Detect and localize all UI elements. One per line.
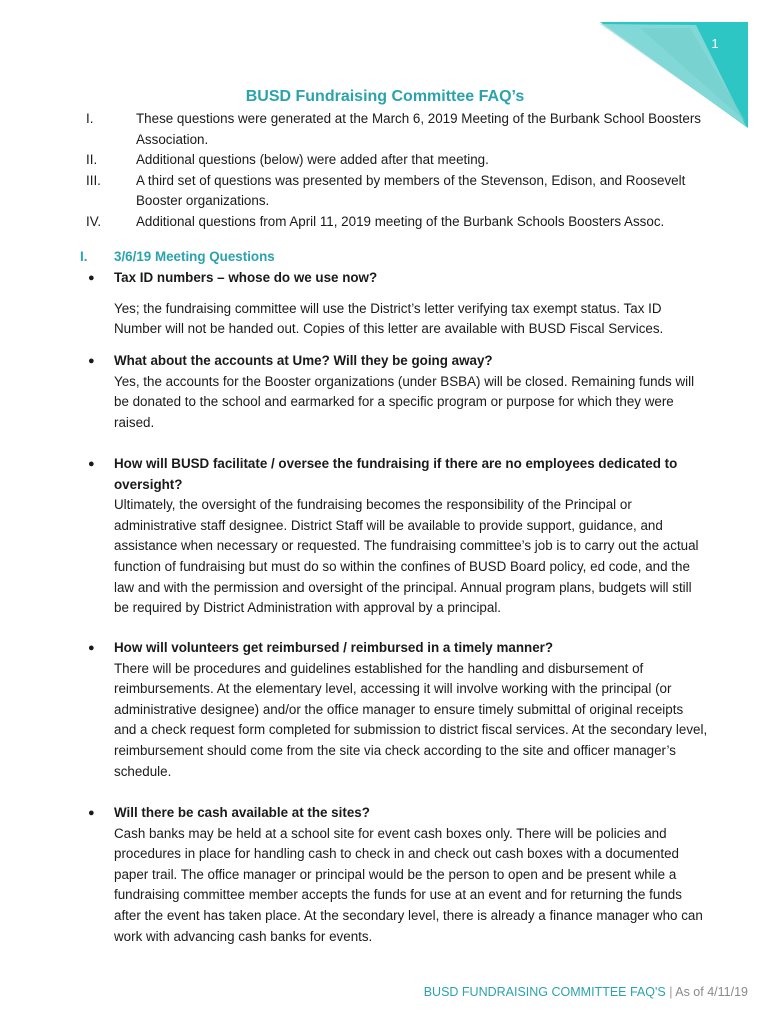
bullet-icon: ● — [88, 272, 95, 284]
section-title: 3/6/19 Meeting Questions — [114, 249, 275, 264]
bullet-icon: ● — [88, 807, 95, 819]
faq-answer: Yes, the accounts for the Booster organizations (under BSBA) will be closed. Remaining funds will be donated to the school and earmarked for a specific program or purpose for which they were raised. — [114, 373, 695, 430]
page-title: BUSD Fundraising Committee FAQ’s — [245, 88, 525, 105]
faq-item — [88, 351, 708, 433]
intro-item-text: Additional questions (below) were added after that meeting. — [136, 152, 489, 168]
intro-item-text: A third set of questions was presented by members of the Stevenson, Edison, and Roosevelt Booster organizations. — [136, 172, 686, 209]
page-number: 1 — [711, 36, 719, 51]
faq-question: Will there be cash available at the sites? — [114, 805, 370, 820]
intro-item-text: These questions were generated at the March 6, 2019 Meeting of the Burbank School Boosters Association. — [136, 111, 701, 147]
footer-date: As of 4/11/19 — [675, 985, 748, 999]
faq-answer: Cash banks may be held at a school site for event cash boxes only. There will be policies and procedures in place for handling cash to check in and check out cash boxes with a documented paper trail. The office manager or principal would be the person to open and be present while a fundraising committee member accepts the funds for use at an event and for returning the funds after the event has taken place. At the secondary level, there is already a finance manager who can work with advancing cash banks for events. — [114, 825, 703, 944]
faq-question: What about the accounts at Ume? Will they be going away? — [114, 353, 493, 368]
section-number: I. — [80, 249, 88, 264]
faq-question: How will volunteers get reimbursed / reimbursed in a timely manner? — [114, 640, 554, 655]
bullet-icon: ● — [88, 458, 95, 470]
intro-item-number: I. — [86, 111, 94, 126]
faq-item — [88, 803, 708, 947]
faq-question: How will BUSD facilitate / oversee the fundraising if there are no employees dedicated to oversight? — [114, 456, 678, 492]
faq-answer: Yes; the fundraising committee will use the District’s letter verifying tax exempt status. Tax ID Number will not be handed out. Copies of this letter are available with BUSD Fiscal Services. — [114, 300, 664, 337]
faq-item — [88, 638, 708, 782]
intro-item-number: IV. — [86, 213, 102, 229]
intro-list — [78, 109, 718, 233]
faq-question: Tax ID numbers – whose do we use now? — [114, 270, 378, 285]
footer-separator: | — [669, 985, 673, 999]
intro-item — [78, 171, 718, 212]
intro-item — [78, 212, 718, 233]
faq-item — [88, 454, 708, 619]
faq-answer: There will be procedures and guidelines established for the handling and disbursement of reimbursements. At the elementary level, accessing it will involve working with the principal (or administrative designee) and/or the office manager to ensure timely submittal of original receipts and a check request form completed for submission to district fiscal services. At the secondary level, reimbursement should come from the site via check according to the site and officer manager’s schedule. — [114, 660, 708, 779]
intro-item — [78, 150, 718, 171]
section-heading — [80, 247, 275, 268]
intro-item-number: III. — [86, 172, 101, 188]
faq-answer: Ultimately, the oversight of the fundraising becomes the responsibility of the Principal or administrative staff designee. District Staff will be available to provide support, guidance, and assistance when necessary or requested. The fundraising committee’s job is to carry out the actual function of fundraising but must do so within the confines of BUSD Board policy, ed code, and the law and with the permission and oversight of the principal. Annual program plans, budgets will still be required by District Administration with approval by a principal. — [114, 497, 699, 616]
bullet-icon: ● — [88, 642, 95, 654]
intro-item — [78, 109, 718, 150]
intro-item-number: II. — [86, 152, 98, 168]
intro-item-text: Additional questions from April 11, 2019 meeting of the Burbank Schools Boosters Assoc. — [136, 213, 665, 229]
page-footer — [424, 982, 748, 1003]
bullet-icon: ● — [88, 355, 95, 367]
faq-item — [88, 268, 708, 340]
footer-label: BUSD FUNDRAISING COMMITTEE FAQ'S — [423, 985, 666, 999]
